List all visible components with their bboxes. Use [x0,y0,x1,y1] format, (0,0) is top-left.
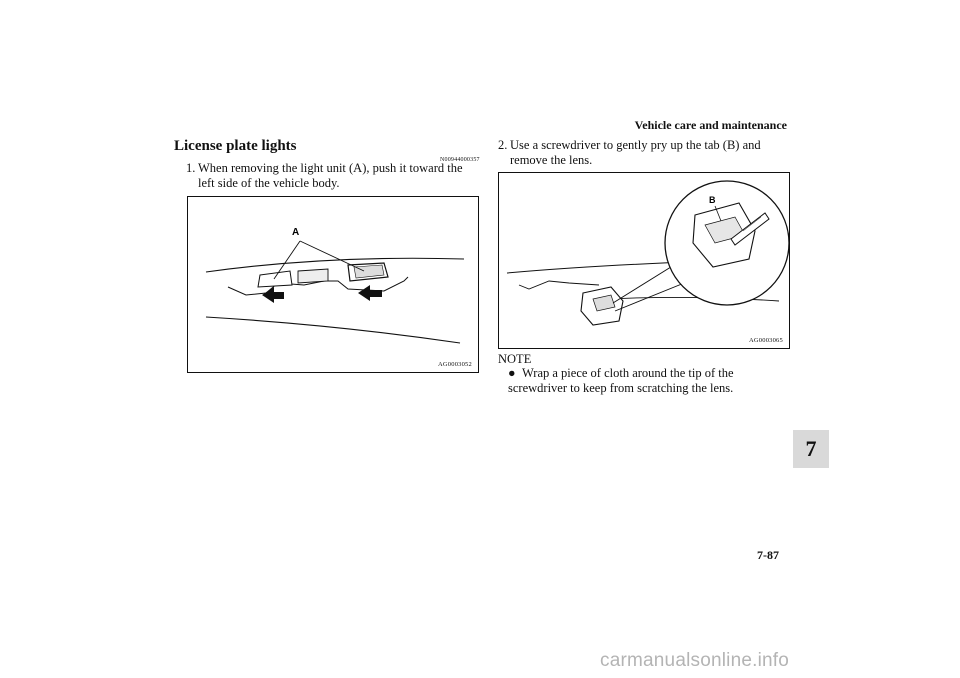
step-1-text: When removing the light unit (A), push it toward the left side of the vehicle body. [198,161,463,190]
callout-label-a: A [292,227,300,238]
arrow-left-icon [262,287,284,303]
running-header: Vehicle care and maintenance [634,118,787,132]
note-text: Wrap a piece of cloth around the tip of the screwdriver to keep from scratching the lens. [508,366,734,395]
step-2-text: Use a screwdriver to gently pry up the tab (B) and remove the lens. [510,138,761,167]
section-code: N00944000357 [440,157,480,163]
figure-code: AG0003052 [438,361,472,368]
figure-lens-removal [498,172,790,349]
note-label: NOTE [498,352,532,366]
step-2-number: 2. [498,138,508,152]
figure-light-unit-removal [187,196,479,373]
arrow-left-icon [358,285,382,301]
callout-label-b: B [709,195,716,205]
page-number: 7-87 [757,548,779,562]
watermark: carmanualsonline.info [600,650,790,671]
lens-removal-illustration [499,173,789,348]
figure-code: AG0003065 [749,337,783,344]
chapter-tab: 7 [793,430,829,468]
bullet-icon: ● [508,366,516,380]
step-2 [498,138,790,168]
step-1 [186,161,478,191]
light-unit-illustration [188,197,478,372]
step-1-number: 1. [186,161,196,175]
note-item [508,366,790,396]
section-title: License plate lights [174,138,297,154]
